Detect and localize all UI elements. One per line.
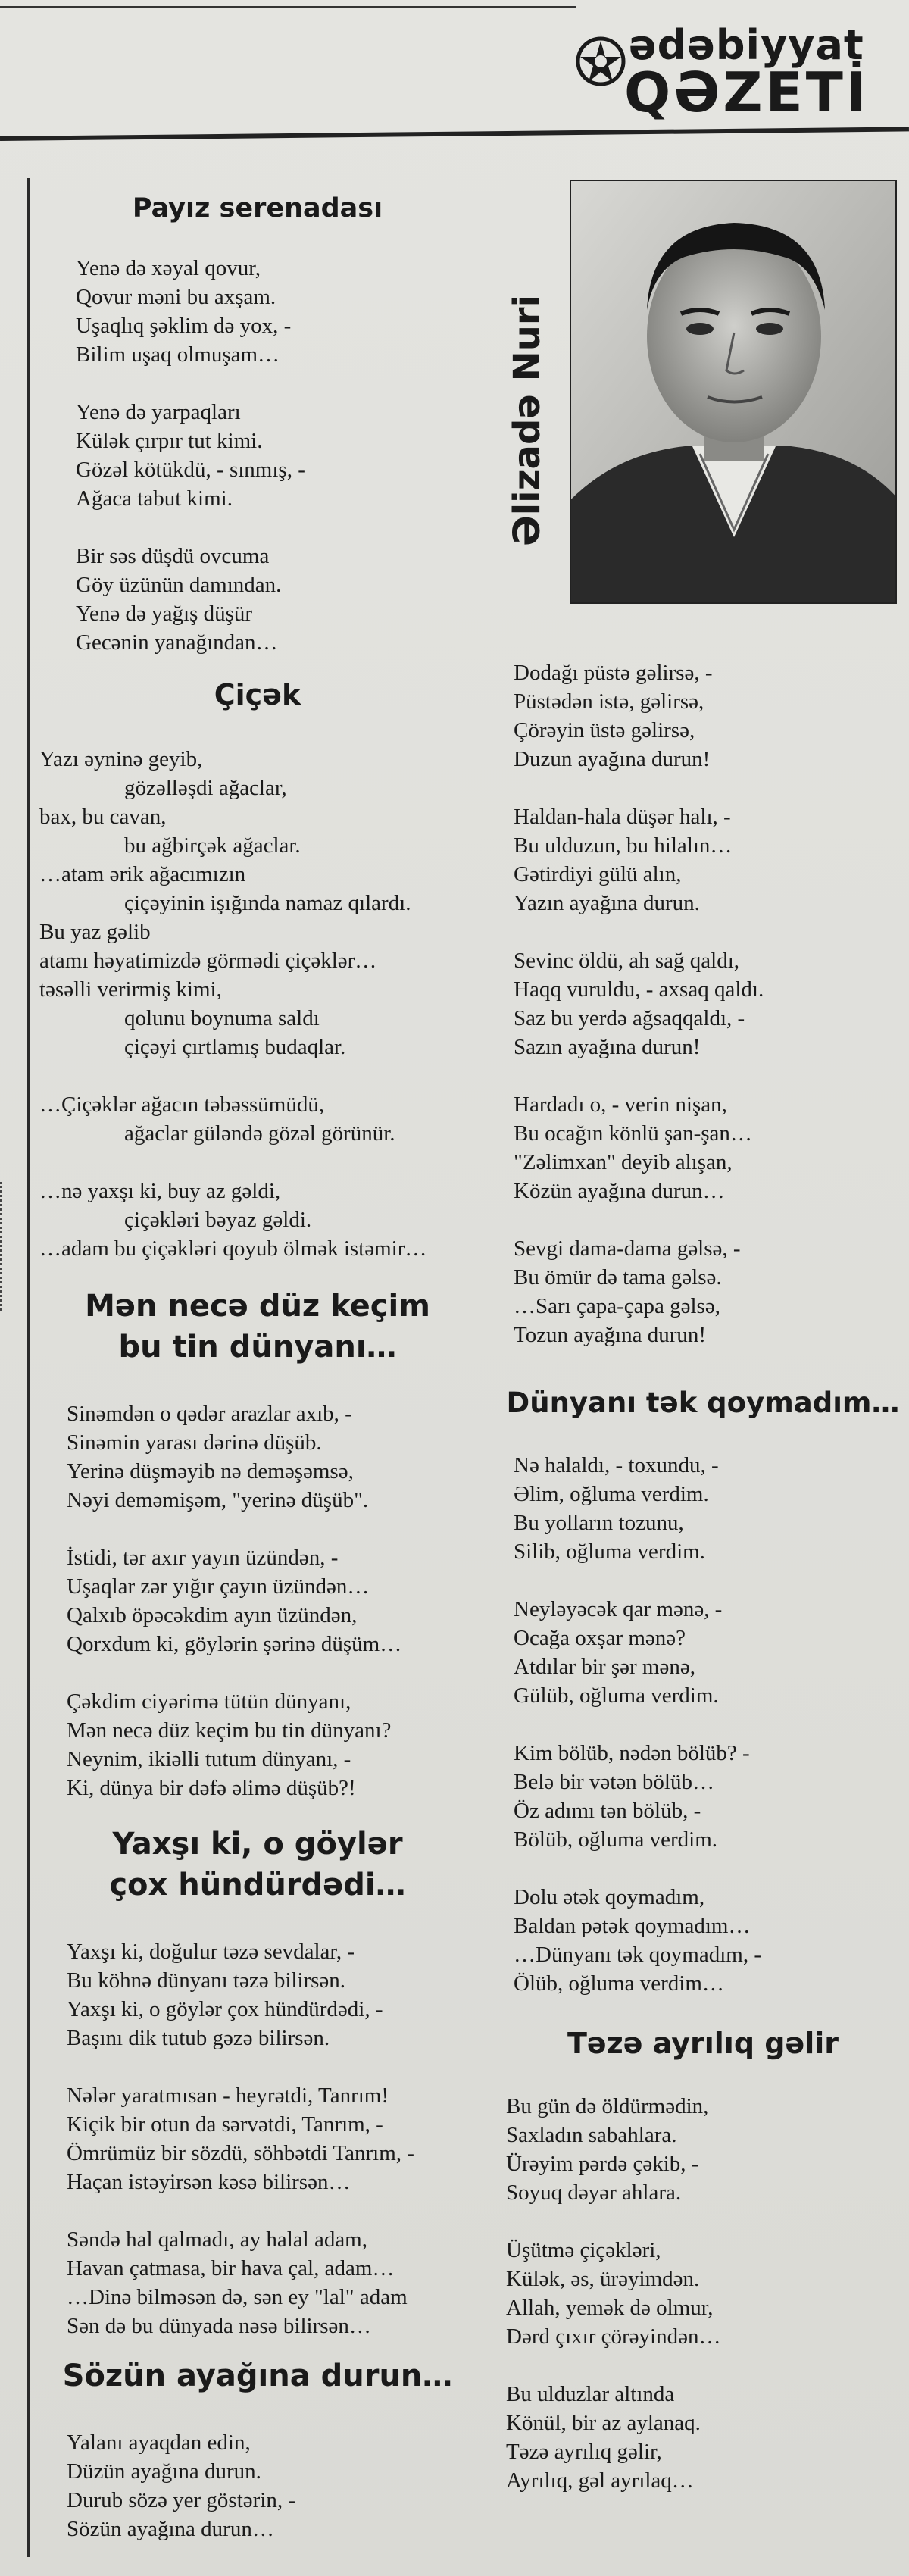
poem-line: Sazın ayağına durun! bbox=[514, 1035, 701, 1059]
poem-line: Haçan istəyirsən kəsə bilirsən… bbox=[67, 2170, 351, 2194]
poem-line: Gətirdiyi gülü alın, bbox=[514, 862, 682, 886]
poem-line: Bu ulduzlar altında bbox=[506, 2382, 675, 2406]
poem-line: ağaclar güləndə gözəl görünür. bbox=[124, 1121, 395, 1146]
stanza-gap bbox=[39, 1061, 486, 1090]
author-name-text: Əlizadə Nuri bbox=[506, 294, 548, 547]
poem-line: Tozun ayağına durun! bbox=[514, 1323, 707, 1347]
poem-line: Kim bölüb, nədən bölüb? - bbox=[514, 1741, 750, 1765]
stanza bbox=[67, 2081, 491, 2196]
masthead bbox=[0, 0, 909, 144]
logo-word-top: ədəbiyyat bbox=[629, 21, 864, 69]
poem-line: Qorxdum ki, göylərin şərinə düşüm… bbox=[67, 1632, 402, 1656]
stanza bbox=[67, 1543, 491, 1658]
poem-yaxsi bbox=[67, 1937, 491, 2369]
poem-line: Nələr yaratmısan - heyrətdi, Tanrım! bbox=[67, 2084, 389, 2108]
poem-line: Düzün ayağına durun. bbox=[67, 2459, 261, 2484]
poem-line: …Çiçəklər ağacın təbəssümüdü, bbox=[39, 1093, 325, 1117]
author-name bbox=[497, 269, 558, 572]
poem-line: Bilim uşaq olmuşam… bbox=[76, 342, 280, 367]
poem-line: Sevinc öldü, ah sağ qaldı, bbox=[514, 949, 740, 973]
poem-teze bbox=[506, 2092, 900, 2524]
poem-line: Neyləyəcək qar mənə, - bbox=[514, 1597, 723, 1621]
poem-line: Qovur məni bu axşam. bbox=[76, 285, 276, 309]
poem-line: Könül, bir az aylanaq. bbox=[506, 2411, 701, 2435]
stanza bbox=[67, 2428, 491, 2543]
poem-line: Yenə də yarpaqları bbox=[76, 400, 241, 424]
stanza bbox=[506, 2092, 900, 2207]
poem-line: Ürəyim pərdə çəkib, - bbox=[506, 2152, 699, 2176]
poem-line: "Zəlimxan" deyib alışan, bbox=[514, 1150, 733, 1174]
poem-line: Haldan-hala düşər halı, - bbox=[514, 805, 731, 829]
poem-line: Təzə ayrılıq gəlir, bbox=[506, 2440, 662, 2464]
poem-line: Gülüb, oğluma verdim. bbox=[514, 1683, 719, 1708]
poem-line: Atdılar bir şər mənə, bbox=[514, 1655, 695, 1679]
poem-line: Yalanı ayaqdan edin, bbox=[67, 2431, 251, 2455]
poem-line: Allah, yemək də olmur, bbox=[506, 2296, 714, 2320]
poem-line: Baldan pətək qoymadım… bbox=[514, 1914, 751, 1938]
poem-line: Silib, oğluma verdim. bbox=[514, 1540, 705, 1564]
logo-star-icon bbox=[574, 35, 627, 88]
poem-line: Ölüb, oğluma verdim… bbox=[514, 1971, 724, 1996]
poem-line: bu ağbirçək ağaclar. bbox=[124, 833, 301, 858]
stanza bbox=[506, 2380, 900, 2495]
poem-payiz bbox=[76, 254, 470, 686]
poem-title-yaxsi-line1: Yaxşı ki, o göylər bbox=[112, 1827, 403, 1862]
stanza bbox=[67, 1687, 491, 1802]
poem-line: Saxladın sabahlara. bbox=[506, 2123, 677, 2147]
poem-line: Bir səs düşdü ovcuma bbox=[76, 544, 270, 568]
poem-line: İstidi, tər axır yayın üzündən, - bbox=[67, 1546, 339, 1570]
poem-line: Sevgi dama-dama gəlsə, - bbox=[514, 1236, 741, 1261]
poem-line: təsəlli verirmiş kimi, bbox=[39, 977, 222, 1002]
stanza bbox=[67, 2225, 491, 2340]
poem-line: Havan çatmasa, bir hava çal, adam… bbox=[67, 2256, 395, 2281]
poem-line: Ki, dünya bir dəfə əlimə düşüb?! bbox=[67, 1776, 356, 1800]
poem-line: çiçəkləri bəyaz gəldi. bbox=[124, 1208, 312, 1232]
poem-line: …Dinə bilməsən də, sən ey "lal" adam bbox=[67, 2285, 408, 2309]
poem-sozun bbox=[67, 2428, 491, 2572]
poem-line: Yaxşı ki, doğulur təzə sevdalar, - bbox=[67, 1940, 355, 1964]
poem-line: Külək, əs, ürəyimdən. bbox=[506, 2267, 700, 2291]
masthead-rule bbox=[0, 127, 909, 141]
poem-line: Duzun ayağına durun! bbox=[514, 747, 711, 771]
stanza bbox=[514, 658, 907, 774]
poem-line: Gecənin yanağından… bbox=[76, 630, 278, 655]
poem-line: Közün ayağına durun… bbox=[514, 1179, 725, 1203]
poem-title-mene-line2: bu tin dünyanı… bbox=[118, 1330, 397, 1365]
poem-line: Bu ömür də tama gəlsə. bbox=[514, 1265, 722, 1290]
poem-line: Belə bir vətən bölüb… bbox=[514, 1770, 714, 1794]
poem-line: çiçəyi çırtlamış budaqlar. bbox=[124, 1035, 346, 1059]
poem-title-teze: Təzə ayrılıq gəlir bbox=[567, 2027, 839, 2060]
poem-line: Bu yolların tozunu, bbox=[514, 1511, 684, 1535]
poem-line: …Sarı çapa-çapa gəlsə, bbox=[514, 1294, 720, 1318]
stanza bbox=[514, 946, 907, 1061]
poem-mene bbox=[67, 1399, 491, 1831]
poem-line: Külək çırpır tut kimi. bbox=[76, 429, 263, 453]
poem-line: Yenə də yağış düşür bbox=[76, 602, 253, 626]
poem-line: Yenə də xəyal qovur, bbox=[76, 256, 261, 280]
poem-line: Nə halaldı, - toxundu, - bbox=[514, 1453, 719, 1477]
poem-line: Çörəyin üstə gəlirsə, bbox=[514, 718, 695, 742]
poem-title-sozun: Sözün ayağına durun… bbox=[62, 2359, 453, 2393]
poem-title-yaxsi bbox=[30, 1824, 485, 1905]
stanza bbox=[76, 254, 470, 369]
poem-title-mene-line1: Mən necə düz keçim bbox=[85, 1289, 430, 1324]
poem-line: Ocağa oxşar mənə? bbox=[514, 1626, 686, 1650]
poem-line: Sözün ayağına durun… bbox=[67, 2517, 274, 2541]
poem-title-payiz: Payız serenadası bbox=[132, 193, 383, 224]
author-photo bbox=[570, 180, 897, 604]
poem-line: Durub sözə yer göstərin, - bbox=[67, 2488, 295, 2512]
poem-line: Haqq vuruldu, - axsaq qaldı. bbox=[514, 977, 764, 1002]
poem-line: Yazı əyninə geyib, bbox=[39, 747, 203, 771]
poem-line: Bu köhnə dünyanı təzə bilirsən. bbox=[67, 1968, 346, 1993]
right-column bbox=[491, 178, 909, 2557]
poem-line: Ağaca tabut kimi. bbox=[76, 486, 233, 511]
poem-line: Səndə hal qalmadı, ay halal adam, bbox=[67, 2227, 367, 2252]
poem-line: Bu gün də öldürmədin, bbox=[506, 2094, 709, 2118]
poem-line: Göy üzünün damından. bbox=[76, 573, 282, 597]
poem-title-mene bbox=[30, 1286, 485, 1368]
poem-line: atamı həyatimizdə görmədi çiçəklər… bbox=[39, 949, 377, 973]
poem-line: Qalxıb öpəcəkdim ayın üzündən, bbox=[67, 1603, 358, 1627]
logo-word-bottom: QƏZETİ bbox=[624, 61, 870, 124]
stanza-gap bbox=[39, 1148, 486, 1177]
poem-line: Püstədən istə, gəlirsə, bbox=[514, 689, 704, 714]
poem-line: Bu ocağın könlü şan-şan… bbox=[514, 1121, 752, 1146]
poem-sozun-continued bbox=[514, 658, 907, 1378]
poem-title-cicek: Çiçək bbox=[214, 678, 301, 711]
stanza bbox=[67, 1937, 491, 2052]
poem-line: Sən də bu dünyada nəsə bilirsən… bbox=[67, 2314, 371, 2338]
poem-line: Sinəmdən o qədər arazlar axıb, - bbox=[67, 1402, 352, 1426]
poem-line: Yaxşı ki, o göylər çox hündürdədi, - bbox=[67, 1997, 383, 2021]
stanza bbox=[67, 1399, 491, 1515]
poem-line: …atam ərik ağacımızın bbox=[39, 862, 246, 886]
stanza bbox=[506, 2236, 900, 2351]
poem-line: Bu ulduzun, bu hilalın… bbox=[514, 833, 733, 858]
newspaper-logo bbox=[574, 21, 870, 124]
poem-line: Uşaqlıq şəklim də yox, - bbox=[76, 314, 292, 338]
poem-line: Bölüb, oğluma verdim. bbox=[514, 1827, 718, 1852]
author-portrait-image bbox=[571, 181, 897, 604]
stanza bbox=[514, 1451, 907, 1566]
poem-line: Neynim, ikiəlli tutum dünyanı, - bbox=[67, 1747, 351, 1771]
poem-line: Soyuq dəyər ahlara. bbox=[506, 2181, 682, 2205]
poem-line: qolunu boynuma saldı bbox=[124, 1006, 320, 1030]
stanza bbox=[76, 542, 470, 657]
poem-line: Kiçik bir otun da sərvətdi, Tanrım, - bbox=[67, 2112, 383, 2137]
poem-line: Əlim, oğluma verdim. bbox=[514, 1482, 709, 1506]
poem-line: Öz adımı tən bölüb, - bbox=[514, 1799, 701, 1823]
stanza bbox=[514, 1090, 907, 1205]
poem-line: Yazın ayağına durun. bbox=[514, 891, 700, 915]
stanza bbox=[514, 1234, 907, 1349]
poem-line: Üşütmə çiçəkləri, bbox=[506, 2238, 661, 2262]
poem-line: Nəyi deməmişəm, "yerinə düşüb". bbox=[67, 1488, 369, 1512]
poem-line: Bu yaz gəlib bbox=[39, 920, 151, 944]
left-column bbox=[27, 178, 482, 2557]
poem-line: Yerinə düşməyib nə deməşəmsə, bbox=[67, 1459, 354, 1483]
poem-line: …adam bu çiçəkləri qoyub ölmək istəmir… bbox=[39, 1236, 427, 1261]
poem-line: bax, bu cavan, bbox=[39, 805, 167, 829]
stanza bbox=[76, 398, 470, 513]
poem-line: Hardadı o, - verin nişan, bbox=[514, 1093, 727, 1117]
poem-line: Ömrümüz bir sözdü, söhbətdi Tanrım, - bbox=[67, 2141, 414, 2165]
poem-line: Dodağı püstə gəlirsə, - bbox=[514, 661, 713, 685]
poem-line: Ayrılıq, gəl ayrılaq… bbox=[506, 2468, 694, 2493]
poem-line: Dərd çıxır çörəyindən… bbox=[506, 2324, 721, 2349]
stanza bbox=[514, 1595, 907, 1710]
poem-line: Saz bu yerdə ağsaqqaldı, - bbox=[514, 1006, 745, 1030]
page-edge-marks bbox=[0, 1182, 5, 1311]
poem-line: gözəlləşdi ağaclar, bbox=[124, 776, 287, 800]
poem-line: …Dünyanı tək qoymadım, - bbox=[514, 1943, 762, 1967]
poem-line: Gözəl kötükdü, - sınmış, - bbox=[76, 458, 305, 482]
poem-title-dunya: Dünyanı tək qoymadım… bbox=[506, 1386, 900, 1419]
poem-line: Dolu ətək qoymadım, bbox=[514, 1885, 705, 1909]
poem-line: Uşaqlar zər yığır çayın üzündən… bbox=[67, 1574, 370, 1599]
poem-line: Çəkdim ciyərimə tütün dünyanı, bbox=[67, 1690, 351, 1714]
poem-line: …nə yaxşı ki, buy az gəldi, bbox=[39, 1179, 281, 1203]
poem-line: çiçəyinin işığında namaz qılardı. bbox=[124, 891, 411, 915]
poem-line: Mən necə düz keçim bu tin dünyanı? bbox=[67, 1718, 392, 1743]
masthead-top-line bbox=[0, 6, 576, 8]
stanza bbox=[514, 802, 907, 918]
poem-line: Sinəmin yarası dərinə düşüb. bbox=[67, 1430, 322, 1455]
poem-line: Başını dik tutub gəzə bilirsən. bbox=[67, 2026, 330, 2050]
poem-dunya bbox=[514, 1451, 907, 2027]
stanza bbox=[514, 1883, 907, 1998]
stanza bbox=[514, 1739, 907, 1854]
poem-cicek bbox=[39, 745, 486, 1263]
poem-title-yaxsi-line2: çox hündürdədi… bbox=[109, 1868, 406, 1902]
